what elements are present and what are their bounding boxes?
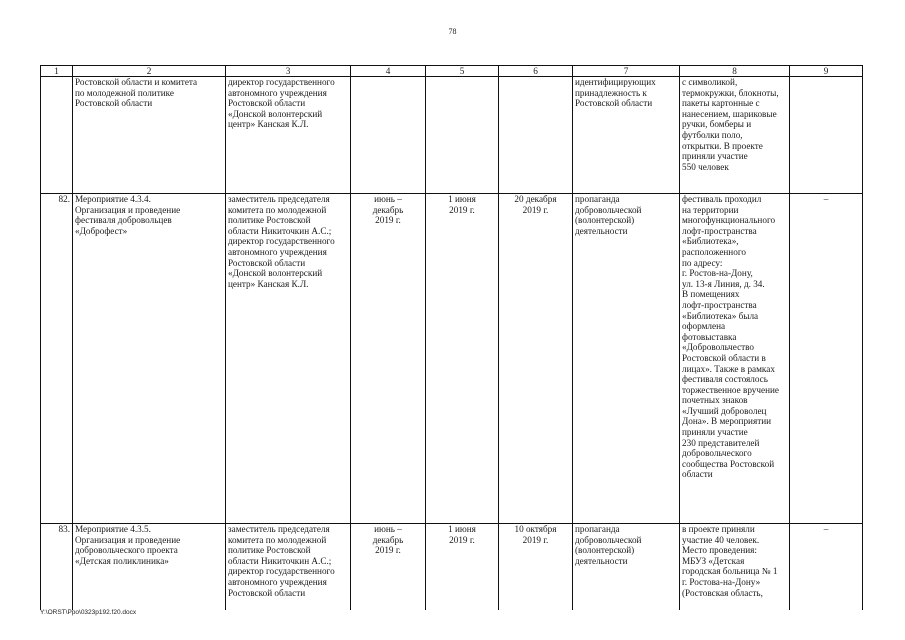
- cell-text-line: городская больница № 1: [682, 566, 778, 577]
- column-number-header: 3: [226, 66, 351, 77]
- cell-text-line: –: [823, 194, 829, 204]
- cell-text-line: добровольческого проекта: [75, 545, 178, 556]
- cell-text-line: 1 июня: [448, 524, 476, 534]
- cell-text-line: 2019 г.: [375, 545, 401, 556]
- period-cell: [351, 77, 426, 194]
- responsible-cell: [226, 524, 351, 611]
- column-number-header: 1: [41, 66, 73, 77]
- cell-text-line: (волонтерской): [575, 545, 635, 556]
- cell-text-line: «Библиотека»,: [682, 236, 739, 247]
- cell-text-line: лофт-пространства: [682, 225, 757, 236]
- cell-text-line: декабрь: [372, 534, 404, 545]
- cell-text-line: 2019 г.: [522, 204, 549, 215]
- cell-text-line: на территории: [682, 204, 739, 215]
- result-cell: [573, 524, 680, 611]
- footer-file-path: Y:\ORST\Ppo\0323p192.f20.docx: [40, 609, 137, 616]
- cell-text-line: добровольческой: [575, 204, 642, 215]
- cell-text-line: добровольческой: [575, 534, 642, 545]
- cell-text-line: декабрь: [372, 204, 404, 215]
- cell-text-line: автономного учреждения: [228, 246, 327, 257]
- cell-text-line: добровольческого: [682, 448, 752, 459]
- header-row: [41, 66, 863, 77]
- end-date-cell: [499, 77, 573, 194]
- table-row: [41, 194, 863, 524]
- cell-text-line: лицах». Также в рамках: [682, 363, 775, 374]
- cell-text-line: Ростовской области: [228, 587, 306, 598]
- cell-text-line: МБУЗ «Детская: [682, 555, 745, 566]
- cell-text-line: комитета по молодежной: [228, 534, 327, 545]
- column-number-header: 4: [351, 66, 426, 77]
- end-date-cell: [499, 524, 573, 611]
- end-date-cell: [499, 194, 573, 524]
- cell-text-line: «Донской волонтерский: [228, 268, 323, 279]
- cell-text-line: термокружки, блокноты,: [682, 87, 779, 98]
- cell-text-line: открытки. В проекте: [682, 140, 763, 151]
- cell-text-line: политике Ростовской: [228, 215, 311, 226]
- cell-text-line: пропаганда: [575, 524, 620, 534]
- measure-cell: [73, 77, 226, 194]
- cell-text-line: сообщества Ростовской: [682, 458, 775, 469]
- cell-text-line: Ростовской области: [228, 98, 306, 109]
- table-row: [41, 524, 863, 611]
- column-number-header: 7: [573, 66, 680, 77]
- start-date-cell: [426, 194, 499, 524]
- cell-text-line: многофункционального: [682, 215, 776, 226]
- cell-text-line: фестиваля добровольцев: [75, 215, 172, 226]
- cell-text-line: г. Ростов-на-Дону,: [682, 268, 753, 279]
- cell-text-line: В помещениях: [682, 289, 740, 300]
- cell-text-line: директор государственного: [228, 236, 335, 247]
- cell-text-line: идентифицирующих: [575, 77, 656, 87]
- cell-text-line: 2019 г.: [449, 534, 475, 545]
- cell-text-line: ул. 13-я Линия, д. 34.: [682, 278, 765, 289]
- result-cell: [573, 77, 680, 194]
- cell-text-line: участие 40 человек.: [682, 534, 760, 545]
- table-row: [41, 77, 863, 194]
- cell-text-line: г. Ростова-на-Дону»: [682, 576, 761, 587]
- cell-text-line: политике Ростовской: [228, 545, 311, 556]
- measure-cell: [73, 194, 226, 524]
- measure-cell: [73, 524, 226, 611]
- cell-text-line: приняли участие: [682, 427, 748, 438]
- cell-text-line: Ростовской области: [75, 98, 153, 109]
- cell-text-line: футболки поло,: [682, 129, 743, 140]
- column-number-header: 6: [499, 66, 573, 77]
- cell-text-line: почетных знаков: [682, 395, 748, 406]
- result-cell: [573, 194, 680, 524]
- column-number-header: 2: [73, 66, 226, 77]
- cell-text-line: Место проведения:: [682, 545, 757, 556]
- cell-text-line: деятельности: [575, 555, 628, 566]
- cell-text-line: по молодежной политике: [75, 87, 174, 98]
- cell-text-line: июнь –: [374, 194, 402, 204]
- note-cell: [790, 524, 863, 611]
- cell-text-line: «Лучший доброволец: [682, 405, 767, 416]
- period-cell: [351, 194, 426, 524]
- cell-text-line: Организация и проведение: [75, 204, 181, 215]
- cell-text-line: «Доброфест»: [75, 225, 128, 236]
- cell-text-line: Ростовской области: [575, 98, 653, 109]
- note-cell: [790, 77, 863, 194]
- cell-text-line: приняли участие: [682, 151, 748, 162]
- period-cell: [351, 524, 426, 611]
- cell-text-line: 2019 г.: [449, 204, 475, 215]
- cell-text-line: 1 июня: [448, 194, 476, 204]
- cell-text-line: Организация и проведение: [75, 534, 181, 545]
- cell-text-line: «Добровольчество: [682, 342, 755, 353]
- cell-text-line: фестиваль проходил: [682, 194, 762, 204]
- cell-text-line: пакеты картонные с: [682, 98, 760, 109]
- cell-text-line: 550 человек: [682, 161, 729, 172]
- cell-text-line: заместитель председателя: [228, 194, 330, 204]
- cell-text-line: «Донской волонтерский: [228, 108, 323, 119]
- row-number-cell: 82.: [41, 194, 73, 524]
- cell-text-line: заместитель председателя: [228, 524, 330, 534]
- cell-text-line: пропаганда: [575, 194, 620, 204]
- outcome-cell: [680, 524, 790, 611]
- note-cell: [790, 194, 863, 524]
- cell-text-line: 230 представителей: [682, 437, 760, 448]
- cell-text-line: Мероприятие 4.3.4.: [75, 194, 151, 204]
- cell-text-line: «Библиотека» была: [682, 310, 759, 321]
- cell-text-line: 10 октября: [514, 524, 557, 534]
- cell-text-line: области Никиточкин А.С.;: [228, 225, 332, 236]
- cell-text-line: «Детская поликлиника»: [75, 555, 169, 566]
- cell-text-line: центр» Канская К.Л.: [228, 119, 309, 130]
- start-date-cell: [426, 77, 499, 194]
- cell-text-line: 2019 г.: [522, 534, 549, 545]
- cell-text-line: директор государственного: [228, 566, 335, 577]
- cell-text-line: 2019 г.: [375, 215, 401, 226]
- cell-text-line: –: [823, 524, 829, 534]
- cell-text-line: автономного учреждения: [228, 576, 327, 587]
- responsible-cell: [226, 77, 351, 194]
- cell-text-line: лофт-пространства: [682, 299, 757, 310]
- column-number-header: 5: [426, 66, 499, 77]
- cell-text-line: центр» Канская К.Л.: [228, 278, 309, 289]
- cell-text-line: (Ростовская область,: [682, 587, 763, 598]
- cell-text-line: Дона». В мероприятии: [682, 416, 772, 427]
- cell-text-line: (волонтерской): [575, 215, 635, 226]
- cell-text-line: в проекте приняли: [682, 524, 755, 534]
- cell-text-line: директор государственного: [228, 77, 335, 87]
- cell-text-line: деятельности: [575, 225, 628, 236]
- column-number-header: 8: [680, 66, 790, 77]
- cell-text-line: Ростовской области и комитета: [75, 77, 198, 87]
- cell-text-line: автономного учреждения: [228, 87, 327, 98]
- cell-text-line: ручки, бомберы и: [682, 119, 752, 130]
- responsible-cell: [226, 194, 351, 524]
- cell-text-line: июнь –: [374, 524, 402, 534]
- page-number: 78: [448, 27, 457, 36]
- outcome-cell: [680, 77, 790, 194]
- cell-text-line: нанесением, шариковые: [682, 108, 777, 119]
- cell-text-line: расположенного: [682, 246, 746, 257]
- cell-text-line: по адресу:: [682, 257, 723, 268]
- start-date-cell: [426, 524, 499, 611]
- cell-text-line: фестиваля состоялось: [682, 374, 768, 385]
- outcome-cell: [680, 194, 790, 524]
- cell-text-line: торжественное вручение: [682, 384, 779, 395]
- cell-text-line: 20 декабря: [514, 194, 557, 204]
- cell-text-line: области: [682, 469, 713, 480]
- cell-text-line: фотовыставка: [682, 331, 737, 342]
- cell-text-line: комитета по молодежной: [228, 204, 327, 215]
- cell-text-line: области Никиточкин А.С.;: [228, 555, 332, 566]
- cell-text-line: с символикой,: [682, 77, 738, 87]
- row-number-cell: [41, 77, 73, 194]
- row-number-cell: 83.: [41, 524, 73, 611]
- cell-text-line: Мероприятие 4.3.5.: [75, 524, 151, 534]
- cell-text-line: Ростовской области: [228, 257, 306, 268]
- report-table: [40, 65, 863, 610]
- cell-text-line: оформлена: [682, 321, 726, 332]
- cell-text-line: Ростовской области в: [682, 352, 766, 363]
- cell-text-line: принадлежность к: [575, 87, 647, 98]
- column-number-header: 9: [790, 66, 863, 77]
